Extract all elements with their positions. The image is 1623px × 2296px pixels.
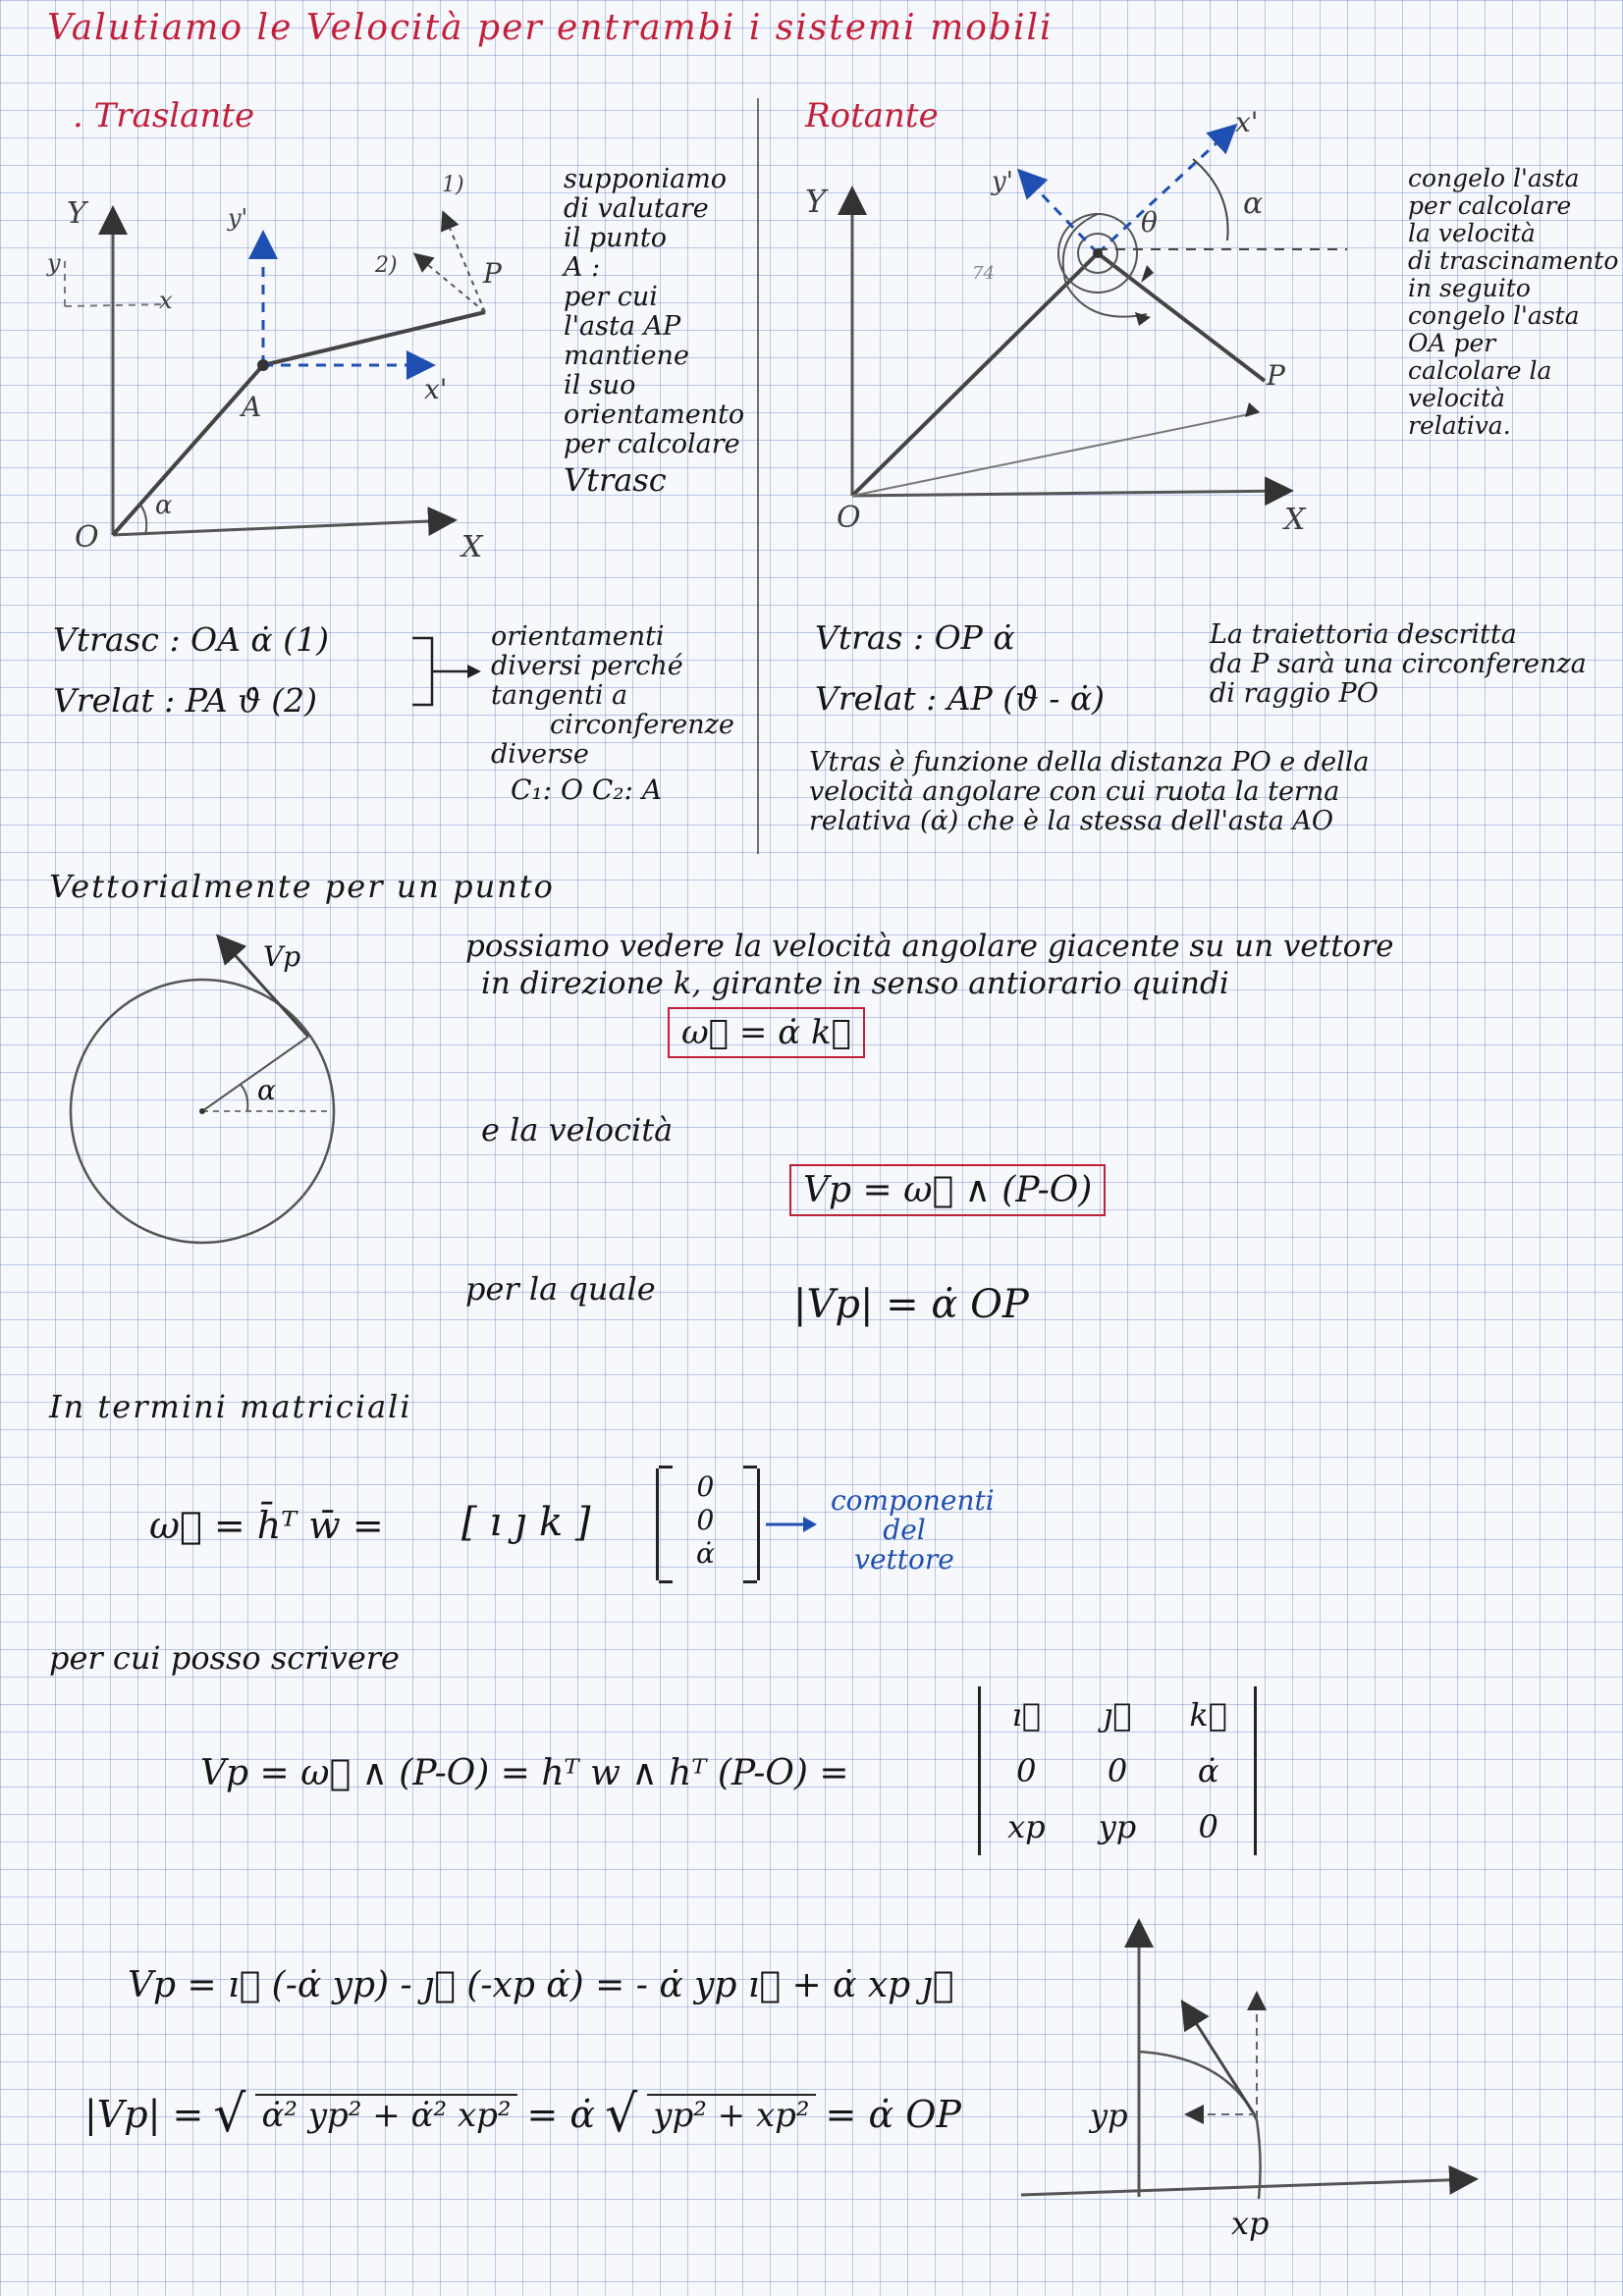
rotante-heading: Rotante — [805, 96, 939, 135]
vettoriale-circle-diagram — [0, 883, 393, 1256]
traslante-brace — [412, 636, 491, 715]
components-arrow — [766, 1510, 825, 1539]
rotante-vtras-formula: Vtras : OP α̇ — [815, 618, 1015, 657]
components-yp-label: yp — [1090, 2097, 1128, 2134]
vettoriale-omega-equation: ω⃗ = α̇ k⃗ — [668, 1007, 865, 1058]
traslante-origin-label: O — [75, 520, 99, 555]
traslante-moving-x-label: x' — [424, 373, 448, 405]
vettoriale-text-3: e la velocità — [481, 1111, 674, 1148]
matriciali-heading: In termini matriciali — [49, 1388, 412, 1425]
vettoriale-vp-label: Vp — [263, 940, 301, 973]
components-note: componenti del vettore — [831, 1484, 995, 1575]
traslante-small-y-label: y — [47, 249, 61, 277]
traslante-alpha-label: α — [155, 491, 173, 520]
vp-cross-product-equation: Vp = ω⃗ ∧ (P-O) = hᵀ w ∧ hᵀ (P-O) = — [200, 1753, 849, 1793]
rotante-y-axis-label: Y — [805, 183, 827, 220]
page-title: Valutiamo le Velocità per entrambi i sistemi mobili — [47, 8, 1054, 48]
rotante-alpha-label: α — [1243, 187, 1264, 221]
traslante-velocity-vectors — [416, 214, 485, 312]
rotante-spiral — [1058, 214, 1147, 317]
rotante-moving-y-label: y' — [992, 167, 1013, 196]
rotante-x-axis-label: X — [1284, 503, 1306, 537]
components-xp-label: xp — [1231, 2205, 1270, 2242]
traslante-vector-1-label: 1) — [442, 173, 464, 197]
omega-matrix-lhs: ω⃗ = h̄ᵀ w̄ = — [149, 1504, 384, 1547]
vettoriale-text-4: per la quale — [465, 1270, 656, 1308]
components-diagram — [1001, 1904, 1492, 2218]
determinant-matrix: ı⃗ ȷ⃗ k⃗ 0 0 α̇ xp yp 0 — [978, 1686, 1257, 1855]
matriciali-write-text: per cui posso scrivere — [49, 1639, 400, 1677]
rotante-trajectory-note: La traiettoria descritta da P sarà una circonferenza di raggio PO — [1210, 619, 1587, 709]
vettoriale-heading: Vettorialmente per un punto — [49, 868, 555, 905]
traslante-orientation-note: orientamenti diversi perché tangenti a circonferenze diverse — [491, 621, 734, 770]
rotante-vrel-formula: Vrelat : AP (ϑ̇ - α̇) — [815, 679, 1106, 718]
traslante-small-axes — [65, 257, 167, 306]
rotante-rod — [852, 253, 1265, 496]
omega-row-vector: [ ı ȷ k ] — [461, 1500, 591, 1545]
vettoriale-text-2: in direzione k, girante in senso antiorario quindi — [481, 966, 1229, 1001]
traslante-vector-2-label: 2) — [375, 253, 398, 278]
traslante-centers-note: C₁: O C₂: A — [511, 774, 663, 806]
vp-modulus-equation: |Vp| = √ α̇² yp² + α̇² xp² = α̇ √ yp² + xp² = α̇ OP — [84, 2085, 961, 2144]
traslante-x-axis-label: X — [461, 530, 483, 564]
rotante-moving-axes — [1021, 128, 1233, 253]
traslante-point-p-label: P — [483, 257, 502, 290]
traslante-point-a-label: A — [242, 391, 262, 423]
traslante-side-note: supponiamo di valutare il punto A : per cui l'asta AP mantiene il suo orientamento per calcolare Vtrasc — [564, 164, 745, 499]
traslante-small-x-label: x — [159, 287, 173, 314]
traslante-moving-y-label: y' — [228, 204, 248, 232]
traslante-main-axes — [113, 211, 452, 535]
rotante-faint-number: 74 — [972, 263, 995, 284]
rotante-side-note: congelo l'asta per calcolare la velocità di trascinamento in seguito congelo l'asta OA per calcolare la velocità relativa. — [1408, 164, 1619, 440]
vp-components-equation: Vp = ı⃗ (-α̇ yp) - ȷ⃗ (-xp α̇) = - α̇ yp ı⃗ + α̇ xp ȷ⃗ — [128, 1965, 954, 2005]
omega-column-vector: 0 0 α̇ — [656, 1468, 760, 1580]
rotante-origin-label: O — [837, 501, 861, 535]
vettoriale-modulus-equation: |Vp| = α̇ OP — [793, 1282, 1029, 1327]
rotante-point-p-label: P — [1267, 359, 1285, 392]
traslante-vrel-formula: Vrelat : PA ϑ̇ (2) — [53, 681, 318, 720]
vettoriale-vp-equation: Vp = ω⃗ ∧ (P-O) — [789, 1164, 1106, 1216]
traslante-y-axis-label: Y — [67, 196, 86, 231]
rotante-theta-label: θ — [1141, 206, 1158, 239]
traslante-vtras-formula: Vtrasc : OA α̇ (1) — [53, 620, 329, 659]
vettoriale-alpha-label: α — [257, 1074, 276, 1106]
rotante-vtras-note: Vtras è funzione della distanza PO e della velocità angolare con cui ruota la terna relativa (α̇) che è la stessa dell'asta AO — [809, 747, 1370, 836]
rotante-moving-x-label: x' — [1235, 106, 1259, 138]
vettoriale-text-1: possiamo vedere la velocità angolare giacente su un vettore — [465, 929, 1394, 964]
traslante-heading: . Traslante — [73, 96, 255, 135]
